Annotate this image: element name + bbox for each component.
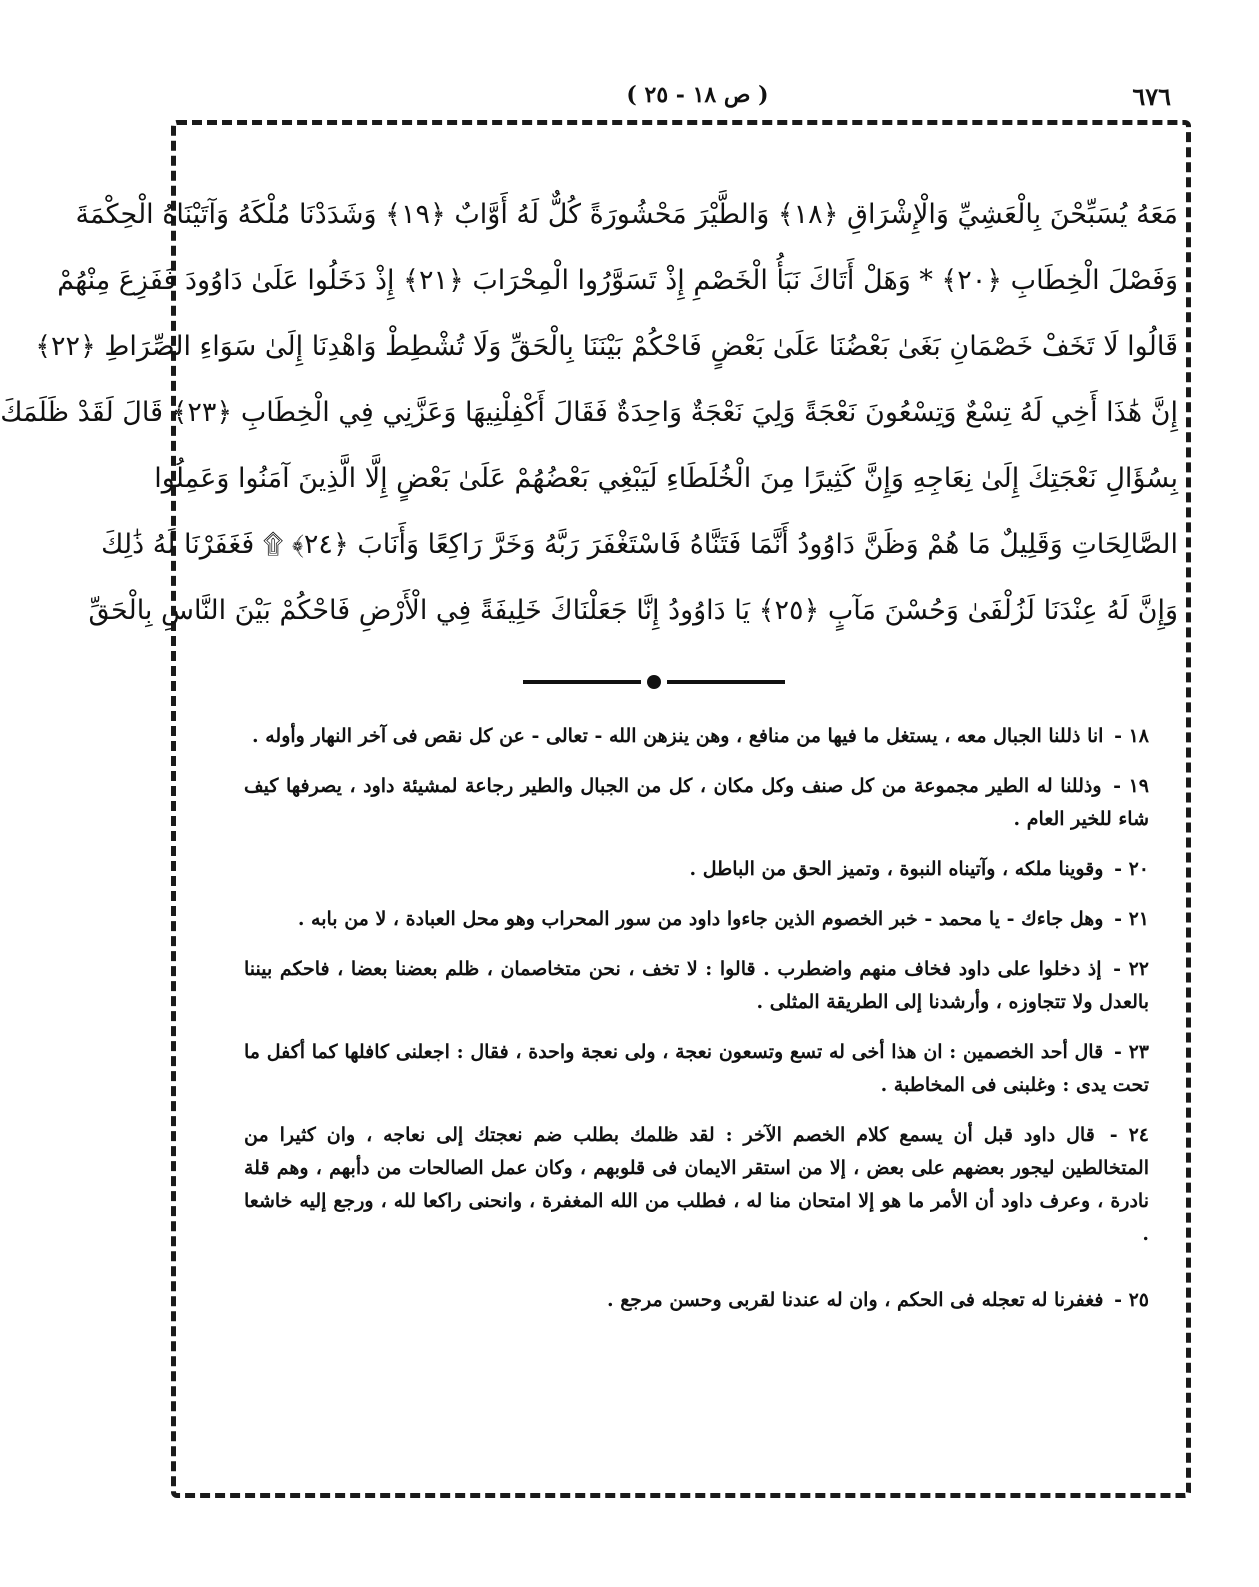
quran-line: قَالُوا لَا تَخَفْ خَصْمَانِ بَغَىٰ بَعْضُنَا عَلَىٰ بَعْضٍ فَاحْكُمْ بَيْنَنَا بِالْحَقِّ وَلَا تُشْطِطْ وَاهْدِنَا إِلَىٰ سَوَاءِ الصِّرَاطِ ﴿٢٢﴾ bbox=[35, 331, 1178, 362]
note-25 bbox=[244, 1284, 1149, 1317]
surah-verse-range: ( ص ١٨ - ٢٥ ) bbox=[626, 82, 769, 108]
quran-line: مَعَهُ يُسَبِّحْنَ بِالْعَشِيِّ وَالْإِشْرَاقِ ﴿١٨﴾ وَالطَّيْرَ مَحْشُورَةً كُلٌّ لَهُ أَوَّابٌ ﴿١٩﴾ وَشَدَدْنَا مُلْكَهُ وَآتَيْنَاهُ الْحِكْمَةَ bbox=[75, 199, 1178, 230]
note-22 bbox=[244, 953, 1149, 1019]
note-text: وهل جاءك - يا محمد - خبر الخصوم الذين جاءوا داود من سور المحراب وهو محل العبادة ، لا من بابه . bbox=[297, 908, 1104, 930]
note-19 bbox=[244, 770, 1149, 836]
note-number: ٢٤ - bbox=[1109, 1124, 1149, 1146]
note-text: انا ذللنا الجبال معه ، يستغل ما فيها من منافع ، وهن ينزهن الله - تعالى - عن كل نقص فى آخر النهار وأوله . bbox=[252, 725, 1104, 747]
tafsir-notes bbox=[244, 720, 1149, 1334]
note-24 bbox=[244, 1119, 1149, 1251]
divider-line-left bbox=[523, 680, 641, 684]
divider-dot bbox=[647, 675, 661, 689]
quran-line: الصَّالِحَاتِ وَقَلِيلٌ مَا هُمْ وَظَنَّ دَاوُودُ أَنَّمَا فَتَنَّاهُ فَاسْتَغْفَرَ رَبَّهُ وَخَرَّ رَاكِعًا وَأَنَابَ ﴿٢٤﴾ ۩ فَغَفَرْنَا لَهُ ذَٰلِكَ bbox=[101, 529, 1178, 560]
note-number: ٢٢ - bbox=[1113, 958, 1149, 980]
note-text: وذللنا له الطير مجموعة من كل صنف وكل مكان ، كل من الجبال والطير رجاعة لمشيئة داود ، يصرفها كيف شاء للخير العام . bbox=[244, 775, 1149, 830]
note-text: قال أحد الخصمين : ان هذا أخى له تسع وتسعون نعجة ، ولى نعجة واحدة ، فقال : اجعلنى كافلها كما أكفل ما تحت يدى : وغلبنى فى المخاطبة . bbox=[244, 1041, 1149, 1096]
note-number: ٢٥ - bbox=[1114, 1289, 1149, 1311]
section-divider bbox=[523, 671, 785, 693]
page-header bbox=[136, 82, 1259, 122]
note-text: قال داود قبل أن يسمع كلام الخصم الآخر : لقد ظلمك بطلب ضم نعجتك إلى نعاجه ، وان كثيرا من المتخالطين ليجور بعضهم على بعض ، إلا من استقر الايمان فى قلوبهم ، وكان عمل الصالحات من دأبهم ، وهم قلة نادرة ، وعرف داود أن الأمر ما هو إلا امتحان منا له ، فطلب من الله المغفرة ، وانحنى راكعا لله ، ورجع إليه خاشعا . bbox=[244, 1124, 1149, 1245]
note-text: فغفرنا له تعجله فى الحكم ، وان له عندنا لقربى وحسن مرجع . bbox=[606, 1289, 1104, 1311]
quran-line: بِسُؤَالِ نَعْجَتِكَ إِلَىٰ نِعَاجِهِ وَإِنَّ كَثِيرًا مِنَ الْخُلَطَاءِ لَيَبْغِي بَعْضُهُمْ عَلَىٰ بَعْضٍ إِلَّا الَّذِينَ آمَنُوا وَعَمِلُوا bbox=[154, 463, 1178, 494]
divider-line-right bbox=[667, 680, 785, 684]
note-text: إذ دخلوا على داود فخاف منهم واضطرب . قالوا : لا تخف ، نحن متخاصمان ، ظلم بعضنا بعضا ، فاحكم بيننا بالعدل ولا تتجاوزه ، وأرشدنا إلى الطريقة المثلى . bbox=[244, 958, 1149, 1013]
note-18 bbox=[244, 720, 1149, 753]
note-number: ٢١ - bbox=[1114, 908, 1149, 930]
note-text: وقوينا ملكه ، وآتيناه النبوة ، وتميز الحق من الباطل . bbox=[689, 858, 1104, 880]
note-23 bbox=[244, 1036, 1149, 1102]
note-21 bbox=[244, 903, 1149, 936]
note-number: ١٩ - bbox=[1113, 775, 1149, 797]
note-20 bbox=[244, 853, 1149, 886]
page-number: ٦٧٦ bbox=[1132, 82, 1171, 111]
quran-line: إِنَّ هَٰذَا أَخِي لَهُ تِسْعٌ وَتِسْعُونَ نَعْجَةً وَلِيَ نَعْجَةٌ وَاحِدَةٌ فَقَالَ أَكْفِلْنِيهَا وَعَزَّنِي فِي الْخِطَابِ ﴿٢٣﴾ قَالَ لَقَدْ ظَلَمَكَ bbox=[0, 397, 1178, 428]
note-number: ١٨ - bbox=[1114, 725, 1149, 747]
quran-line: وَإِنَّ لَهُ عِنْدَنَا لَزُلْفَىٰ وَحُسْنَ مَآبٍ ﴿٢٥﴾ يَا دَاوُودُ إِنَّا جَعَلْنَاكَ خَلِيفَةً فِي الْأَرْضِ فَاحْكُمْ بَيْنَ النَّاسِ بِالْحَقِّ bbox=[88, 595, 1178, 626]
quran-text-block bbox=[0, 182, 1178, 644]
note-number: ٢٠ - bbox=[1114, 858, 1149, 880]
note-number: ٢٣ - bbox=[1113, 1041, 1149, 1063]
quran-line: وَفَصْلَ الْخِطَابِ ﴿٢٠﴾ * وَهَلْ أَتَاكَ نَبَأُ الْخَصْمِ إِذْ تَسَوَّرُوا الْمِحْرَابَ ﴿٢١﴾ إِذْ دَخَلُوا عَلَىٰ دَاوُودَ فَفَزِعَ مِنْهُمْ bbox=[57, 265, 1178, 296]
